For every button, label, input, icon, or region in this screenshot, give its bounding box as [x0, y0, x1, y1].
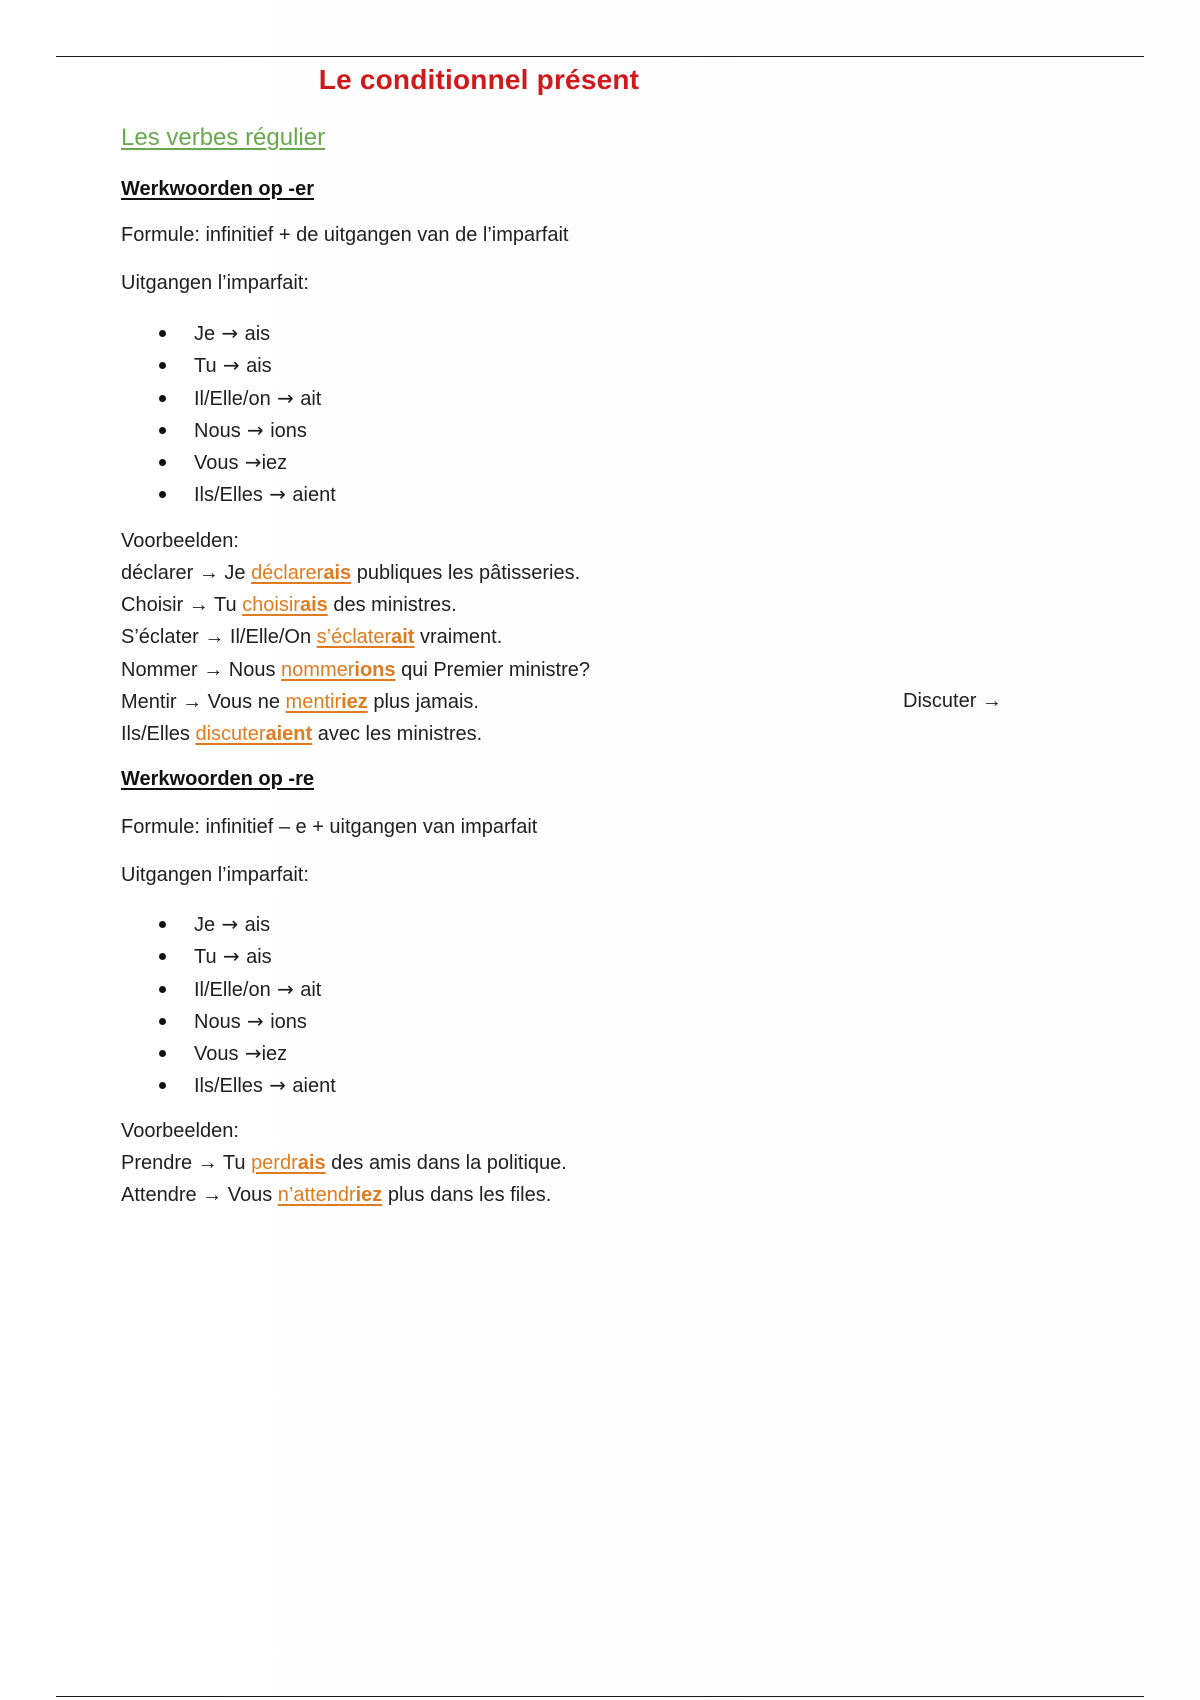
example-prefix: Attendre → Vous [121, 1184, 278, 1207]
example-sentence [121, 659, 590, 682]
pronoun: Nous [194, 419, 241, 442]
verb-stem: s’éclater [316, 626, 392, 649]
example-suffix: avec les ministres. [312, 723, 483, 745]
re-endings-list [121, 908, 336, 1102]
verb-ending: ions [354, 658, 396, 681]
document-title: Le conditionnel présent [318, 64, 640, 95]
verb-ending: ais [297, 1152, 326, 1174]
pronoun: Tu [194, 946, 217, 969]
page-background [120, 0, 1200, 1700]
ending: ait [300, 978, 322, 1001]
pronoun: Ils/Elles [194, 484, 263, 507]
ending-item [121, 1037, 336, 1069]
ending: iez [261, 1043, 288, 1066]
verb-stem: déclarer [251, 562, 324, 584]
ending-item [121, 973, 336, 1005]
er-examples-label: Voorbeelden: [121, 530, 239, 552]
verb-stem: mentir [285, 690, 342, 713]
pronoun: Vous [194, 1043, 239, 1066]
arrow-separator: → [215, 912, 245, 936]
er-formula: Formule: infinitief + de uitgangen van de l’imparfait [121, 224, 569, 246]
arrow-separator: → [240, 417, 271, 442]
er-endings-label: Uitgangen l’imparfait: [121, 272, 309, 294]
example-sentence [121, 562, 580, 585]
ending: aient [292, 484, 336, 507]
conjugated-verb [317, 626, 415, 648]
conjugated-verb [286, 691, 368, 713]
footer-rule [56, 1696, 1144, 1697]
example-sentence [121, 626, 502, 649]
conjugated-verb [251, 562, 351, 584]
conjugated-verb [278, 1184, 383, 1206]
example-suffix: vraiment. [414, 626, 503, 649]
verb-stem: choisir [242, 594, 300, 617]
header-rule [56, 56, 1144, 57]
example-suffix: publiques les pâtisseries. [351, 562, 581, 584]
ending-item [121, 317, 336, 349]
example-sentence [121, 723, 482, 746]
ending-item [121, 349, 336, 381]
arrow-separator: → [215, 321, 245, 345]
arrow-separator: → [238, 450, 262, 475]
example-suffix: des amis dans la politique. [325, 1152, 567, 1174]
example-sentence [121, 594, 457, 617]
example-suffix: plus dans les files. [382, 1184, 552, 1207]
example-sentence [121, 1184, 551, 1207]
pronoun: Je [194, 323, 216, 345]
ending-item [121, 478, 336, 510]
example-prefix: Mentir → Vous ne [121, 690, 286, 713]
pronoun: Il/Elle/on [194, 387, 271, 410]
er-heading: Werkwoorden op -er [121, 178, 314, 200]
ending: ais [246, 946, 272, 969]
re-heading: Werkwoorden op -re [121, 768, 314, 790]
verb-stem: discuter [195, 723, 266, 745]
pronoun: Vous [194, 452, 239, 475]
ending: ions [270, 1010, 307, 1033]
ending-item [121, 446, 336, 478]
arrow-separator: → [216, 353, 247, 378]
example-prefix: Ils/Elles [121, 723, 196, 745]
ending-item [121, 1005, 336, 1037]
conjugated-verb [281, 659, 395, 681]
arrow-separator: → [270, 385, 301, 410]
ending-item [121, 414, 336, 446]
ending-item [121, 908, 336, 940]
pronoun: Il/Elle/on [194, 978, 271, 1001]
re-formula: Formule: infinitief – e + uitgangen van imparfait [121, 816, 538, 838]
ending: ais [244, 914, 271, 936]
pronoun: Nous [194, 1010, 241, 1033]
re-examples-label: Voorbeelden: [121, 1120, 239, 1142]
example-suffix: des ministres. [327, 594, 457, 617]
section-heading: Les verbes régulier [121, 124, 326, 151]
arrow-separator: → [262, 482, 293, 507]
example-sentence [121, 1152, 567, 1175]
arrow-separator: → [262, 1073, 293, 1098]
verb-stem: perdr [251, 1152, 298, 1174]
re-endings-label: Uitgangen l’imparfait: [121, 864, 309, 886]
arrow-separator: → [238, 1041, 262, 1066]
ending: iez [261, 452, 288, 475]
arrow-separator: → [270, 976, 301, 1001]
ending: ais [246, 355, 272, 378]
ending-item [121, 382, 336, 414]
conjugated-verb [242, 594, 328, 616]
ending: ais [244, 323, 271, 345]
example-prefix: Choisir → Tu [121, 594, 243, 617]
pronoun: Ils/Elles [194, 1075, 263, 1098]
pronoun: Tu [194, 355, 217, 378]
arrow-separator: → [240, 1008, 271, 1033]
ending: ait [300, 387, 322, 410]
conjugated-verb [251, 1152, 326, 1174]
conjugated-verb [195, 723, 312, 745]
verb-ending: ais [299, 594, 328, 617]
example-suffix: plus jamais. [367, 690, 479, 713]
verb-stem: nommer [281, 658, 355, 681]
ending-item [121, 940, 336, 972]
pronoun: Je [194, 914, 216, 936]
example-suffix: qui Premier ministre? [395, 658, 591, 681]
example-prefix: S’éclater → Il/Elle/On [121, 626, 317, 649]
ending: ions [270, 419, 307, 442]
er-endings-list [121, 317, 336, 511]
verb-ending: ais [323, 562, 352, 584]
ending-item [121, 1069, 336, 1101]
verb-ending: iez [355, 1184, 383, 1207]
example-sentence [121, 691, 479, 714]
floating-discuter: Discuter → [903, 690, 1002, 712]
verb-ending: aient [265, 723, 313, 745]
arrow-separator: → [216, 944, 247, 969]
example-prefix: déclarer → Je [121, 562, 252, 584]
verb-ending: ait [391, 626, 415, 649]
verb-ending: iez [341, 690, 368, 713]
ending: aient [292, 1075, 336, 1098]
verb-stem: n’attendr [277, 1184, 356, 1207]
example-prefix: Prendre → Tu [121, 1152, 252, 1174]
example-prefix: Nommer → Nous [121, 658, 282, 681]
